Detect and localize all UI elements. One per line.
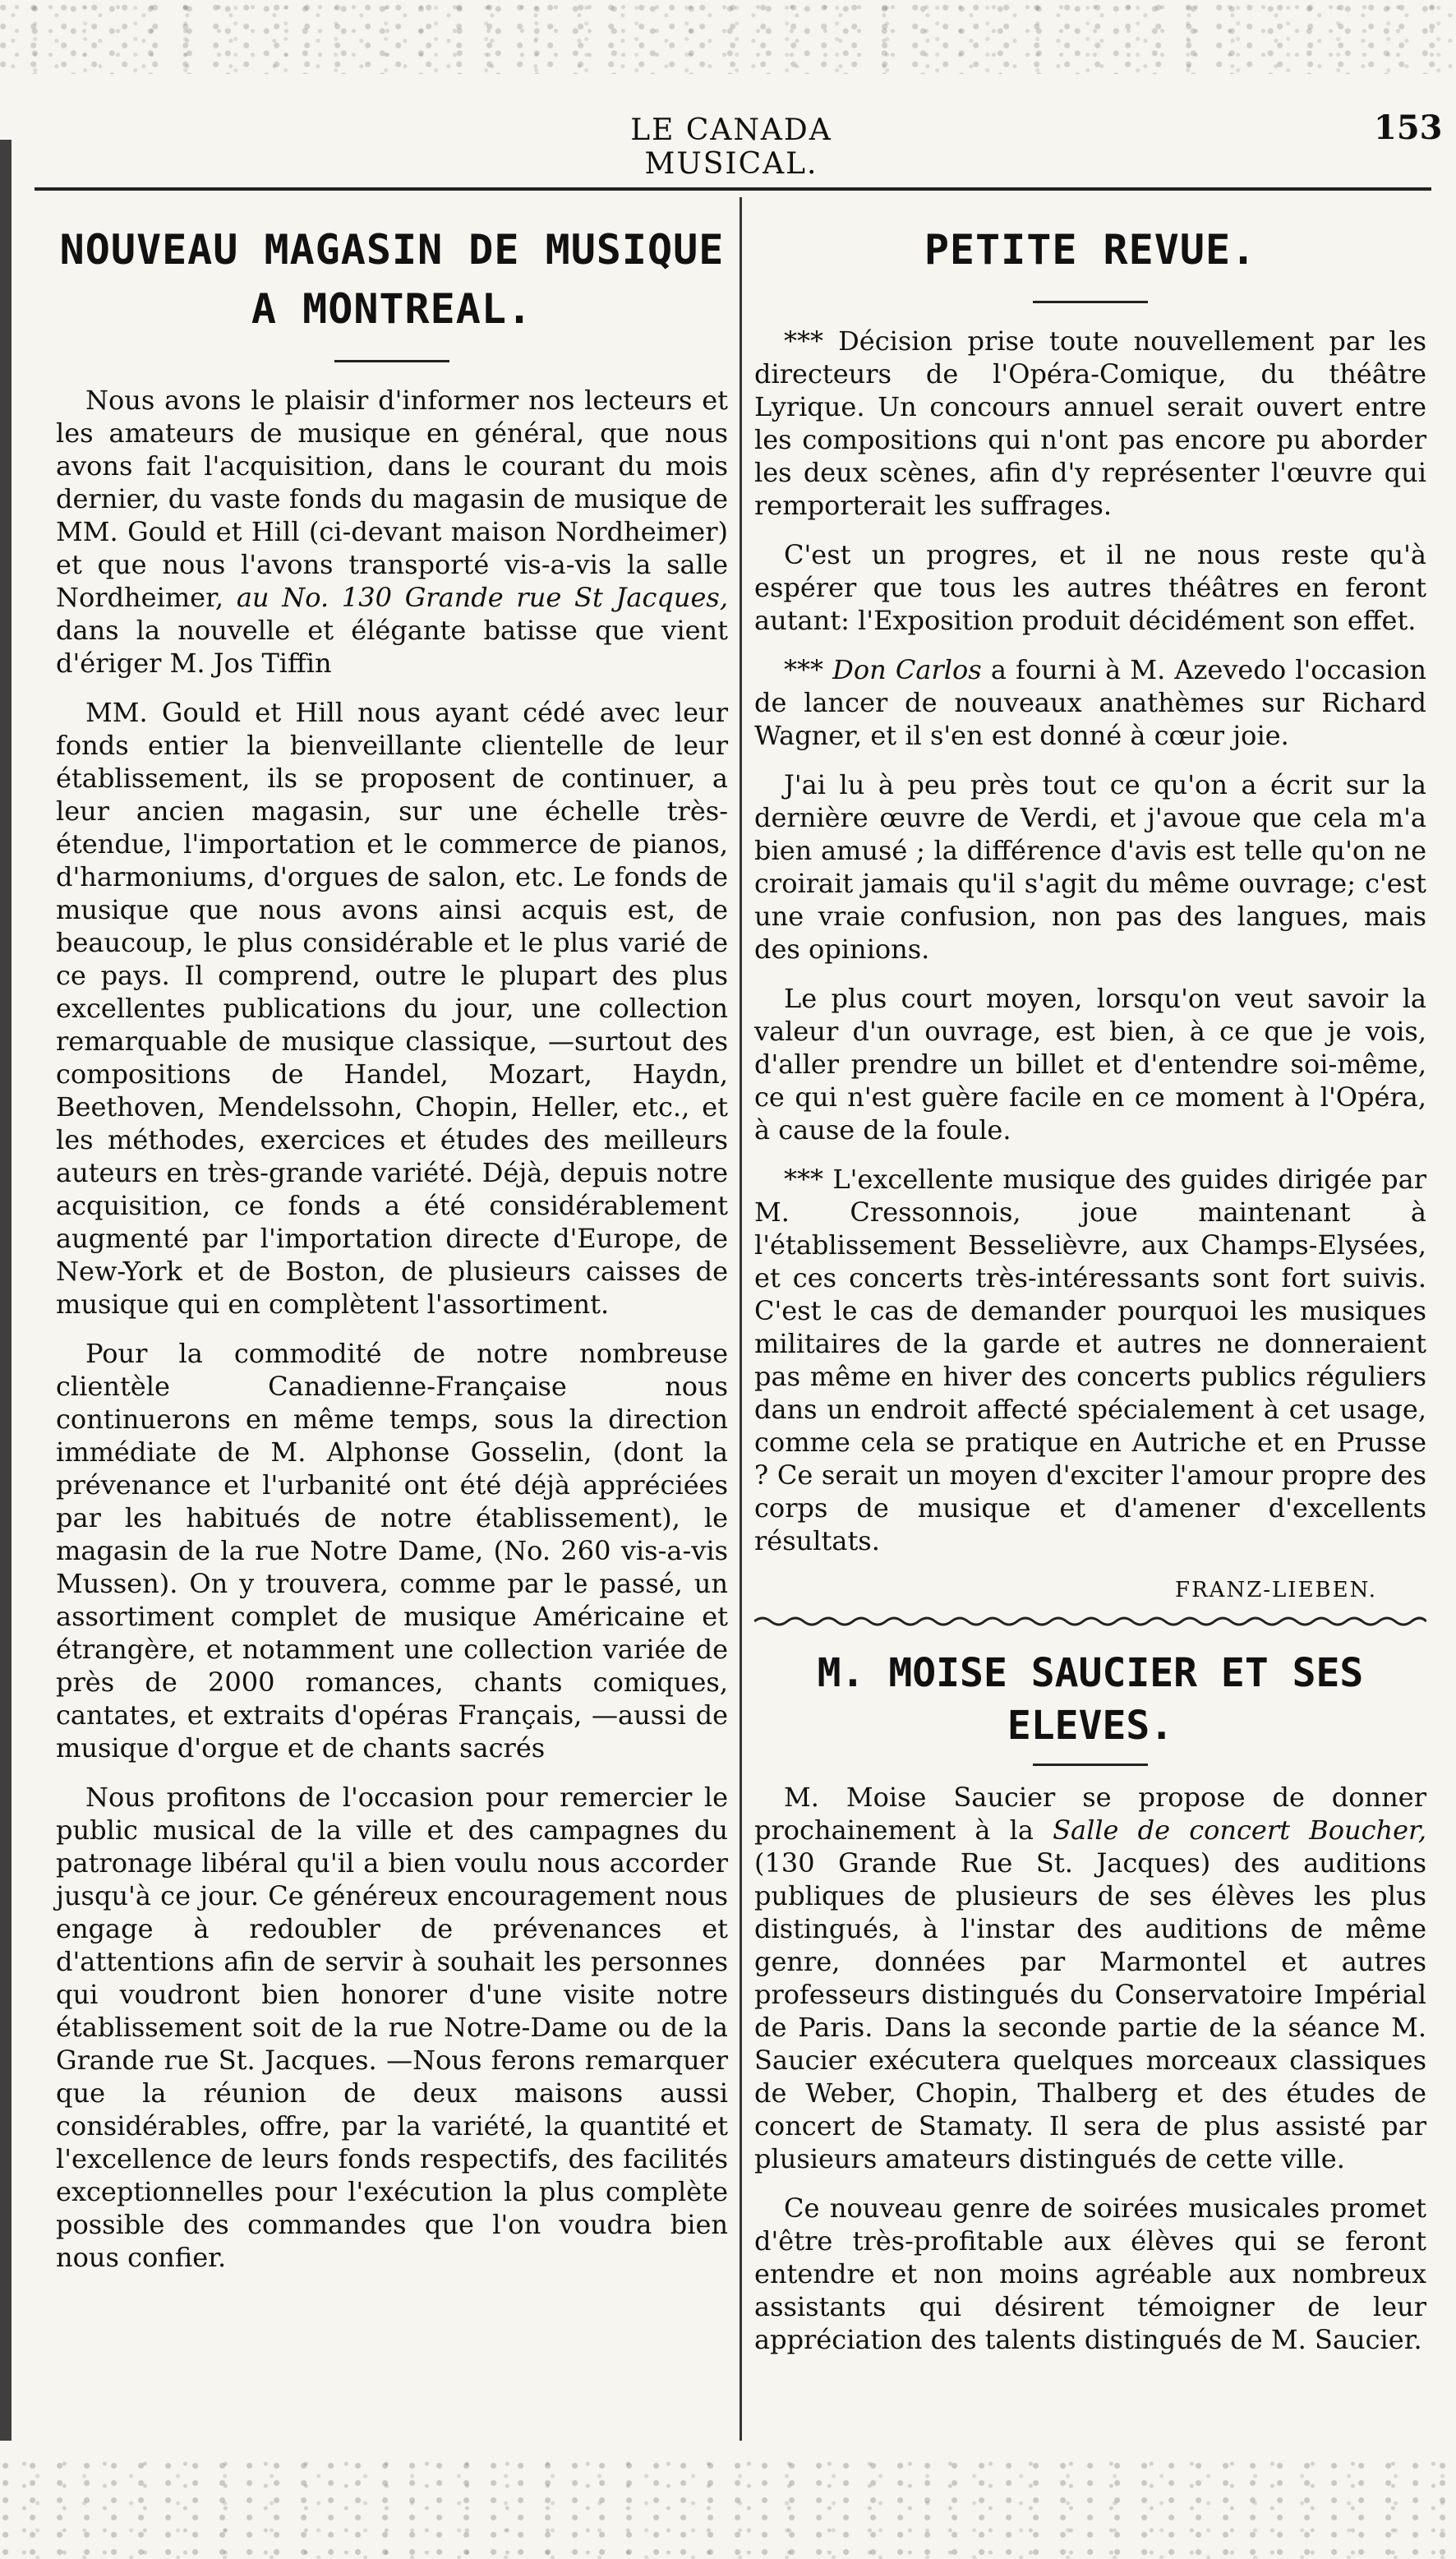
wavy-divider xyxy=(754,1615,1426,1628)
signature: FRANZ-LIEBEN. xyxy=(1175,1578,1377,1602)
page-number: 153 xyxy=(1374,108,1443,147)
paragraph xyxy=(754,653,1426,752)
left-column xyxy=(56,197,728,2290)
asterism: *** xyxy=(784,654,833,685)
saucier-lead: M. Moise Saucier se propose de donner prochainement à la xyxy=(754,1782,1426,1846)
paragraph-text: Nous avons le plaisir d'informer nos lecteurs et les amateurs de musique en général, que nous avons fait l'acquisition, dans le courant du mois dernier, du vaste fonds du magasin de musique de MM. Gould et Hill (ci-devant maison Nordheimer) et que nous l'avons transporté vis-a-vis la salle Nordheimer, xyxy=(56,385,728,613)
saucier-italic: Salle de concert Boucher, xyxy=(1053,1814,1426,1846)
paragraph: *** Décision prise toute nouvellement par les directeurs de l'Opéra-Comique, du théâtre Lyrique. Un concours annuel serait ouvert entre les compositions qui n'ont pas encore pu aborder les deux scènes, afin d'y représenter l'œuvre qui remporterait les suffrages. xyxy=(754,325,1426,521)
paragraph: C'est un progres, et il ne nous reste qu'à espérer que tous les autres théâtres en feront autant: l'Exposition produit décidément son effet. xyxy=(754,539,1426,636)
paragraph: Pour la commodité de notre nombreuse clientèle Canadienne-Française nous continuerons en même temps, sous la direction immédiate de M. Alphonse Gosselin, (dont la prévenance et l'urbanité ont été déjà appréciées par les habitués de notre établissement), le magasin de la rue Notre Dame, (No. 260 vis-a-vis Mussen). On y trouvera, comme par le passé, un assortiment complet de musique Américaine et étrangère, et notamment une collection variée de près de 2000 romances, chants comiques, cantates, et extraits d'opéras Français, —aussi de musique d'orgue et de chants sacrés xyxy=(56,1338,728,1764)
title-rule xyxy=(334,360,449,362)
paragraph: Ce nouveau genre de soirées musicales promet d'être très-profitable aux élèves qui se feront entendre et non moins agréable aux nombreux assistants qui désirent témoigner de leur appréciation des talents distingués de M. Saucier. xyxy=(754,2192,1426,2355)
title-rule xyxy=(1033,1764,1148,1766)
don-carlos-italic: Don Carlos xyxy=(832,654,982,685)
paragraph: Nous profitons de l'occasion pour remercier le public musical de la ville et des campagnes du patronage libéral qu'il a bien voulu nous accorder jusqu'à ce jour. Ce généreux encouragement nous engage à redoubler de prévenances et d'attentions afin de servir à souhait les personnes qui voudront bien honorer d'une visite notre établissement soit de la rue Notre-Dame ou de la Grande rue St. Jacques. —Nous ferons remarquer que la réunion de deux maisons aussi considérables, offre, par la variété, la quantité et l'excellence de leurs fonds respectifs, des facilités exceptionnelles pour l'exécution la plus complète possible des commandes que l'on voudra bien nous confier. xyxy=(56,1782,728,2273)
don-carlos-tail: a fourni à M. Azevedo l'occasion de lancer de nouveaux anathèmes sur Richard Wagner, et il s'en est donné à cœur joie. xyxy=(754,654,1427,751)
right-column xyxy=(754,197,1426,2372)
paragraph: J'ai lu à peu près tout ce qu'on a écrit sur la dernière œuvre de Verdi, et j'avoue que cela m'a bien amusé ; la différence d'avis est telle qu'on ne croirait jamais qu'il s'agit du même ouvrage; c'est une vraie confusion, non pas des langues, mais des opinions. xyxy=(754,769,1426,965)
article-title-saucier: M. MOISE SAUCIER ET SES ELEVES. xyxy=(817,1650,1364,1749)
article-title-revue: PETITE REVUE. xyxy=(924,226,1257,274)
paragraph: *** L'excellente musique des guides dirigée par M. Cressonnois, joue maintenant à l'établissement Besselièvre, aux Champs-Elysées, et ces concerts très-intéressants sont fort suivis. C'est le cas de demander pourquoi les musiques militaires de la garde et autres ne donneraient pas même en hiver des concerts publics réguliers dans un endroit affecté spécialement à cet usage, comme cela se pratique en Autriche et en Prusse ? Ce serait un moyen d'exciter l'amour propre des corps de musique et d'amener d'excellents résultats. xyxy=(754,1164,1426,1556)
paragraph xyxy=(754,1781,1426,2175)
scan-edge-shadow xyxy=(0,140,12,2441)
paragraph: MM. Gould et Hill nous ayant cédé avec leur fonds entier la bienveillante clientelle de leur établissement, ils se proposent de continuer, a leur ancien magasin, sur une échelle très-étendue, l'importation et le commerce de pianos, d'harmoniums, d'orgues de salon, etc. Le fonds de musique que nous avons ainsi acquis est, de beaucoup, le plus considérable et le plus varié de ce pays. Il comprend, outre le plupart des plus excellentes publications du jour, une collection remarquable de musique classique, —surtout des compositions de Handel, Mozart, Haydn, Beethoven, Mendelssohn, Chopin, Heller, etc., et les méthodes, exercices et études des meilleurs auteurs en très-grande variété. Déjà, depuis notre acquisition, ce fonds a été considérablement augmenté par l'importation directe d'Europe, de New-York et de Boston, de plusieurs caisses de musique qui en complètent l'assortiment. xyxy=(56,697,728,1320)
column-divider xyxy=(740,197,742,2441)
saucier-tail: (130 Grande Rue St. Jacques) des auditions publiques de plusieurs de ses élèves les plus distingués, à l'instar des auditions de même genre, données par Marmontel et autres professeurs distingués du Conservatoire Impérial de Paris. Dans la seconde partie de la séance M. Saucier exécutera quelques morceaux classiques de Weber, Chopin, Thalberg et des études de concert de Stamaty. Il sera de plus assisté par plusieurs amateurs distingués de cette ville. xyxy=(754,1847,1426,2174)
address-tail: dans la nouvelle et élégante batisse que vient d'ériger M. Jos Tiffin xyxy=(56,615,728,679)
title-rule xyxy=(1033,301,1148,303)
address-italic: au No. 130 Grande rue St Jacques, xyxy=(236,582,728,613)
header-rule xyxy=(35,187,1431,191)
scan-noise-top xyxy=(0,0,1456,74)
paragraph xyxy=(56,384,728,680)
article-title-magasin: NOUVEAU MAGASIN DE MUSIQUE A MONTREAL. xyxy=(59,226,725,333)
running-title: LE CANADA MUSICAL. xyxy=(630,113,832,181)
paragraph: Le plus court moyen, lorsqu'on veut savoir la valeur d'un ouvrage, est bien, à ce que je vois, d'aller prendre un billet et d'entendre soi-même, ce qui n'est guère facile en ce moment à l'Opéra, à cause de la foule. xyxy=(754,983,1426,1146)
scan-noise-bottom xyxy=(0,2457,1456,2559)
